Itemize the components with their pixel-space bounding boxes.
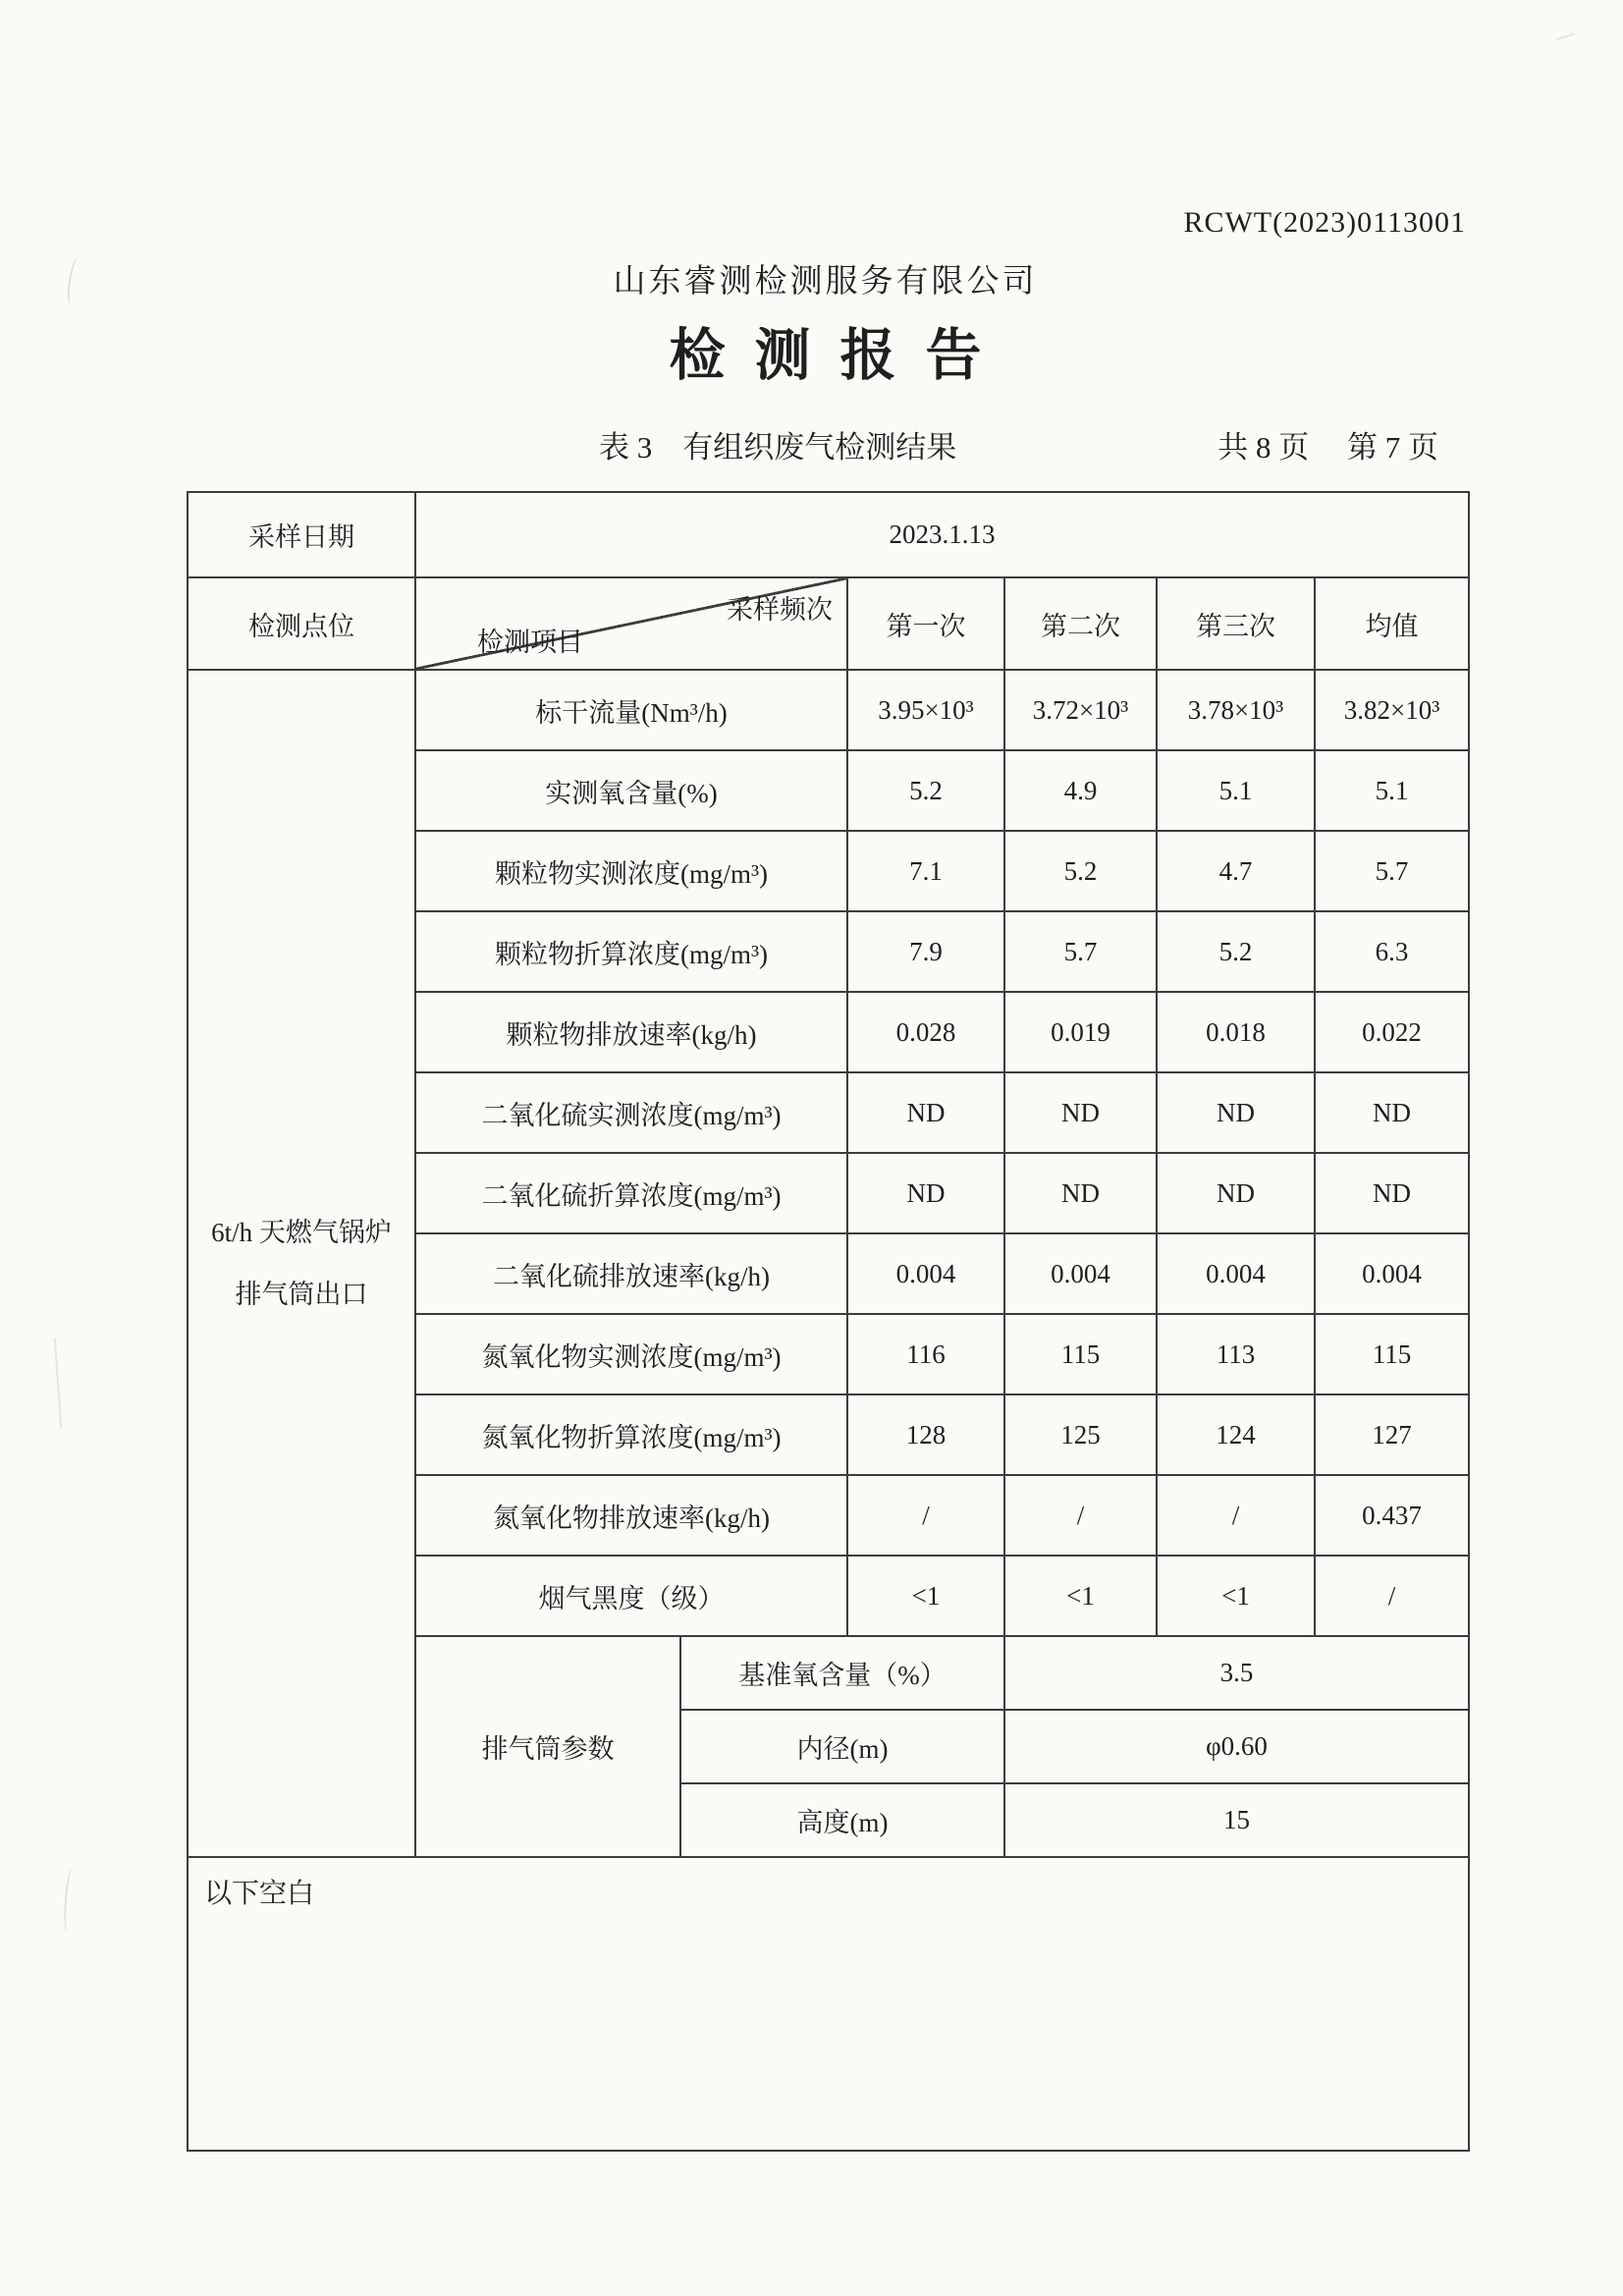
value-cell: 127 xyxy=(1315,1394,1469,1475)
value-cell: 0.437 xyxy=(1315,1475,1469,1556)
diagonal-header-cell xyxy=(415,577,847,670)
value-cell: 5.1 xyxy=(1315,750,1469,831)
value-cell: 0.004 xyxy=(1004,1233,1157,1314)
value-cell: 0.019 xyxy=(1004,992,1157,1072)
value-cell: 5.2 xyxy=(1157,911,1315,992)
monitoring-point-line1: 6t/h 天燃气锅炉 xyxy=(211,1218,392,1247)
value-cell: / xyxy=(847,1475,1004,1556)
param-item-label: 基准氧含量（%） xyxy=(680,1636,1004,1710)
monitoring-point-name xyxy=(188,670,415,1857)
value-cell: <1 xyxy=(1004,1556,1157,1636)
value-cell: 5.7 xyxy=(1315,831,1469,911)
value-cell: ND xyxy=(1315,1153,1469,1233)
value-cell: 116 xyxy=(847,1314,1004,1394)
value-cell: 5.7 xyxy=(1004,911,1157,992)
caption-row xyxy=(185,422,1466,465)
freq-header-third: 第三次 xyxy=(1157,577,1315,670)
sampling-frequency-label: 采样频次 xyxy=(727,595,833,625)
value-cell: 7.1 xyxy=(847,831,1004,911)
value-cell: ND xyxy=(1157,1072,1315,1153)
value-cell: / xyxy=(1157,1475,1315,1556)
value-cell: 0.018 xyxy=(1157,992,1315,1072)
value-cell: ND xyxy=(847,1072,1004,1153)
stack-params-label: 排气筒参数 xyxy=(415,1636,680,1857)
results-table xyxy=(187,491,1470,2152)
freq-header-mean: 均值 xyxy=(1315,577,1469,670)
value-cell: 4.7 xyxy=(1157,831,1315,911)
param-value: φ0.60 xyxy=(1004,1710,1469,1783)
item-label: 实测氧含量(%) xyxy=(415,750,847,831)
scan-artifact xyxy=(54,1338,70,1428)
value-cell: 124 xyxy=(1157,1394,1315,1475)
item-label: 烟气黑度（级） xyxy=(415,1556,847,1636)
value-cell: 0.004 xyxy=(847,1233,1004,1314)
item-label: 氮氧化物实测浓度(mg/m³) xyxy=(415,1314,847,1394)
value-cell: / xyxy=(1315,1556,1469,1636)
value-cell: <1 xyxy=(1157,1556,1315,1636)
value-cell: 0.004 xyxy=(1157,1233,1315,1314)
table-row xyxy=(188,670,1469,750)
monitoring-point-line2: 排气筒出口 xyxy=(235,1279,368,1309)
value-cell: 128 xyxy=(847,1394,1004,1475)
item-label: 标干流量(Nm³/h) xyxy=(415,670,847,750)
value-cell: 5.1 xyxy=(1157,750,1315,831)
value-cell: 0.022 xyxy=(1315,992,1469,1072)
sampling-date-label: 采样日期 xyxy=(188,492,415,577)
value-cell: 5.2 xyxy=(847,750,1004,831)
param-item-label: 高度(m) xyxy=(680,1783,1004,1857)
blank-row xyxy=(188,1857,1469,2151)
freq-header-second: 第二次 xyxy=(1004,577,1157,670)
value-cell: ND xyxy=(1004,1153,1157,1233)
value-cell: 113 xyxy=(1157,1314,1315,1394)
value-cell: / xyxy=(1004,1475,1157,1556)
header-row xyxy=(188,577,1469,670)
item-label: 二氧化硫折算浓度(mg/m³) xyxy=(415,1153,847,1233)
value-cell: 5.2 xyxy=(1004,831,1157,911)
item-label: 颗粒物实测浓度(mg/m³) xyxy=(415,831,847,911)
blank-note: 以下空白 xyxy=(188,1857,1469,2151)
value-cell: 7.9 xyxy=(847,911,1004,992)
value-cell: 115 xyxy=(1004,1314,1157,1394)
param-value: 3.5 xyxy=(1004,1636,1469,1710)
value-cell: <1 xyxy=(847,1556,1004,1636)
value-cell: 3.95×10³ xyxy=(847,670,1004,750)
item-label: 二氧化硫排放速率(kg/h) xyxy=(415,1233,847,1314)
item-label: 氮氧化物折算浓度(mg/m³) xyxy=(415,1394,847,1475)
item-label: 颗粒物折算浓度(mg/m³) xyxy=(415,911,847,992)
page-indicator: 共 8 页 第 7 页 xyxy=(1217,430,1438,465)
company-name: 山东睿测检测服务有限公司 xyxy=(613,264,1038,300)
sampling-date-row xyxy=(188,492,1469,577)
sampling-date-value: 2023.1.13 xyxy=(415,492,1469,577)
test-item-label: 检测项目 xyxy=(477,628,583,657)
value-cell: 3.78×10³ xyxy=(1157,670,1315,750)
value-cell: 115 xyxy=(1315,1314,1469,1394)
value-cell: 125 xyxy=(1004,1394,1157,1475)
value-cell: ND xyxy=(1315,1072,1469,1153)
report-title: 检测报告 xyxy=(669,325,1011,387)
freq-header-first: 第一次 xyxy=(847,577,1004,670)
scan-artifact xyxy=(62,1868,80,1934)
value-cell: ND xyxy=(1157,1153,1315,1233)
value-cell: 6.3 xyxy=(1315,911,1469,992)
value-cell: 0.004 xyxy=(1315,1233,1469,1314)
param-item-label: 内径(m) xyxy=(680,1710,1004,1783)
scan-artifact xyxy=(66,256,83,304)
value-cell: 0.028 xyxy=(847,992,1004,1072)
value-cell: 4.9 xyxy=(1004,750,1157,831)
value-cell: ND xyxy=(1004,1072,1157,1153)
table-caption: 表 3 有组织废气检测结果 xyxy=(599,430,957,465)
item-label: 颗粒物排放速率(kg/h) xyxy=(415,992,847,1072)
value-cell: 3.82×10³ xyxy=(1315,670,1469,750)
value-cell: 3.72×10³ xyxy=(1004,670,1157,750)
item-label: 二氧化硫实测浓度(mg/m³) xyxy=(415,1072,847,1153)
monitoring-point-label: 检测点位 xyxy=(188,577,415,670)
item-label: 氮氧化物排放速率(kg/h) xyxy=(415,1475,847,1556)
report-number: RCWT(2023)0113001 xyxy=(1183,206,1466,239)
param-value: 15 xyxy=(1004,1783,1469,1857)
scan-artifact xyxy=(1556,32,1579,50)
value-cell: ND xyxy=(847,1153,1004,1233)
